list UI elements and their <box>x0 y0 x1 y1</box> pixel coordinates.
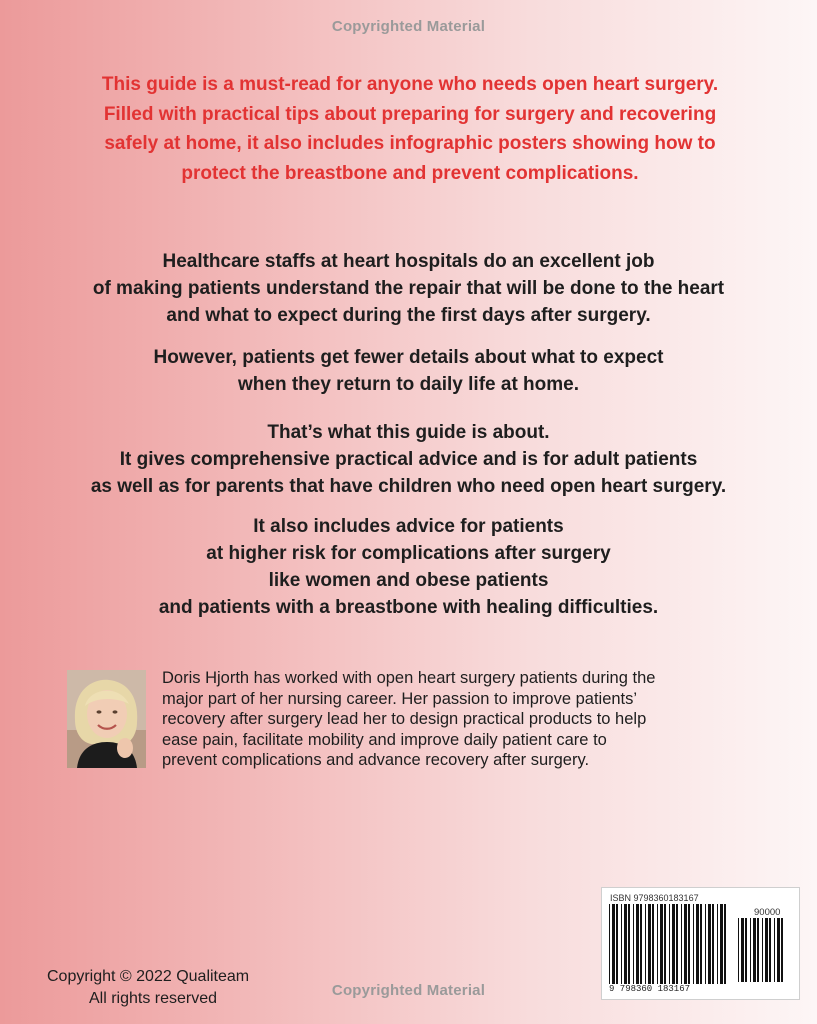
paragraph-line: Healthcare staffs at heart hospitals do an excellent job <box>162 251 655 272</box>
barcode-bar <box>664 904 666 984</box>
intro-line: safely at home, it also includes infographic posters showing how to <box>104 133 716 154</box>
copyright-line: Copyright © 2022 Qualiteam <box>47 968 250 985</box>
barcode-bar <box>657 904 658 984</box>
paragraph-line: as well as for parents that have children who need open heart surgery. <box>90 476 727 497</box>
price-barcode-bars-icon <box>738 918 790 982</box>
barcode-bar <box>696 904 699 984</box>
intro-line: Filled with practical tips about preparing for surgery and recovering <box>103 103 717 125</box>
barcode-bar <box>669 904 670 984</box>
barcode-digits: 9 798360 183167 <box>609 984 691 994</box>
barcode-bar <box>738 918 739 982</box>
barcode-bar <box>765 918 768 982</box>
bio-line: major part of her nursing career. Her passion to improve patients’ <box>162 689 638 708</box>
barcode-bar <box>648 904 651 984</box>
barcode-bar <box>705 904 706 984</box>
paragraph-line: It also includes advice for patients <box>253 516 564 537</box>
barcode-bar <box>762 918 763 982</box>
paragraph-line: at higher risk for complications after surgery <box>206 543 611 564</box>
paragraph-line: However, patients get fewer details about what to expect <box>153 347 664 368</box>
barcode-bar <box>781 918 783 982</box>
barcode-bar <box>612 904 615 984</box>
paragraph-line: when they return to daily life at home. <box>238 374 579 395</box>
paragraph-line: like women and obese patients <box>268 570 549 591</box>
barcode-bar <box>753 918 756 982</box>
paragraph-staff <box>20 248 797 329</box>
barcode-bar <box>688 904 690 984</box>
paragraph-line: and what to expect during the first days after surgery. <box>166 305 651 326</box>
barcode-bar <box>624 904 627 984</box>
barcode-bar <box>750 918 751 982</box>
intro-line: This guide is a must-read for anyone who needs open heart surgery. <box>101 74 719 95</box>
barcode-bar <box>640 904 642 984</box>
barcode-bar <box>708 904 711 984</box>
barcode-bar <box>633 904 634 984</box>
barcode-bar <box>652 904 654 984</box>
barcode-bar <box>609 904 610 984</box>
barcode-bar <box>628 904 630 984</box>
barcode-bar <box>693 904 694 984</box>
bio-line: Doris Hjorth has worked with open heart surgery patients during the <box>162 669 656 687</box>
barcode-bar <box>645 904 646 984</box>
barcode-bar <box>660 904 663 984</box>
barcode-bar <box>616 904 618 984</box>
isbn-barcode <box>601 887 800 1000</box>
barcode-bar <box>724 904 726 984</box>
barcode-bar <box>712 904 714 984</box>
barcode-bar <box>621 904 622 984</box>
barcode-bar <box>684 904 687 984</box>
barcode-bar <box>745 918 747 982</box>
bio-line: prevent complications and advance recovery after surgery. <box>162 751 590 770</box>
barcode-bar <box>700 904 702 984</box>
rights-reserved-line: All rights reserved <box>89 990 218 1007</box>
paragraph-line: of making patients understand the repair that will be done to the heart <box>92 278 725 299</box>
paragraph-risk <box>20 513 797 621</box>
watermark-top: Copyrighted Material <box>331 18 486 35</box>
paragraph-line: and patients with a breastbone with healing difficulties. <box>158 597 659 618</box>
isbn-label: ISBN 9798360183167 <box>610 893 699 903</box>
author-bio <box>162 668 752 771</box>
barcode-bar <box>757 918 759 982</box>
barcode-bar <box>741 918 744 982</box>
barcode-bar <box>769 918 771 982</box>
paragraph-guide <box>20 419 797 500</box>
barcode-bar <box>676 904 678 984</box>
barcode-bar <box>636 904 639 984</box>
price-code: 90000 <box>754 907 781 918</box>
barcode-bar <box>720 904 723 984</box>
author-photo <box>67 670 146 768</box>
barcode-bar <box>681 904 682 984</box>
barcode-bar <box>672 904 675 984</box>
bio-line: recovery after surgery lead her to design practical products to help <box>162 710 647 729</box>
barcode-bar <box>717 904 718 984</box>
barcode-bar <box>774 918 775 982</box>
bio-line: ease pain, facilitate mobility and improve daily patient care to <box>162 730 607 749</box>
intro-line: protect the breastbone and prevent complications. <box>181 162 639 184</box>
paragraph-line: It gives comprehensive practical advice and is for adult patients <box>119 449 698 470</box>
barcode-bars-icon <box>609 904 731 984</box>
author-portrait-icon <box>67 670 146 768</box>
intro-blurb <box>40 70 780 188</box>
paragraph-home <box>20 344 797 398</box>
barcode-bar <box>777 918 780 982</box>
paragraph-line: That’s what this guide is about. <box>267 422 550 443</box>
watermark-bottom: Copyrighted Material <box>331 982 486 999</box>
